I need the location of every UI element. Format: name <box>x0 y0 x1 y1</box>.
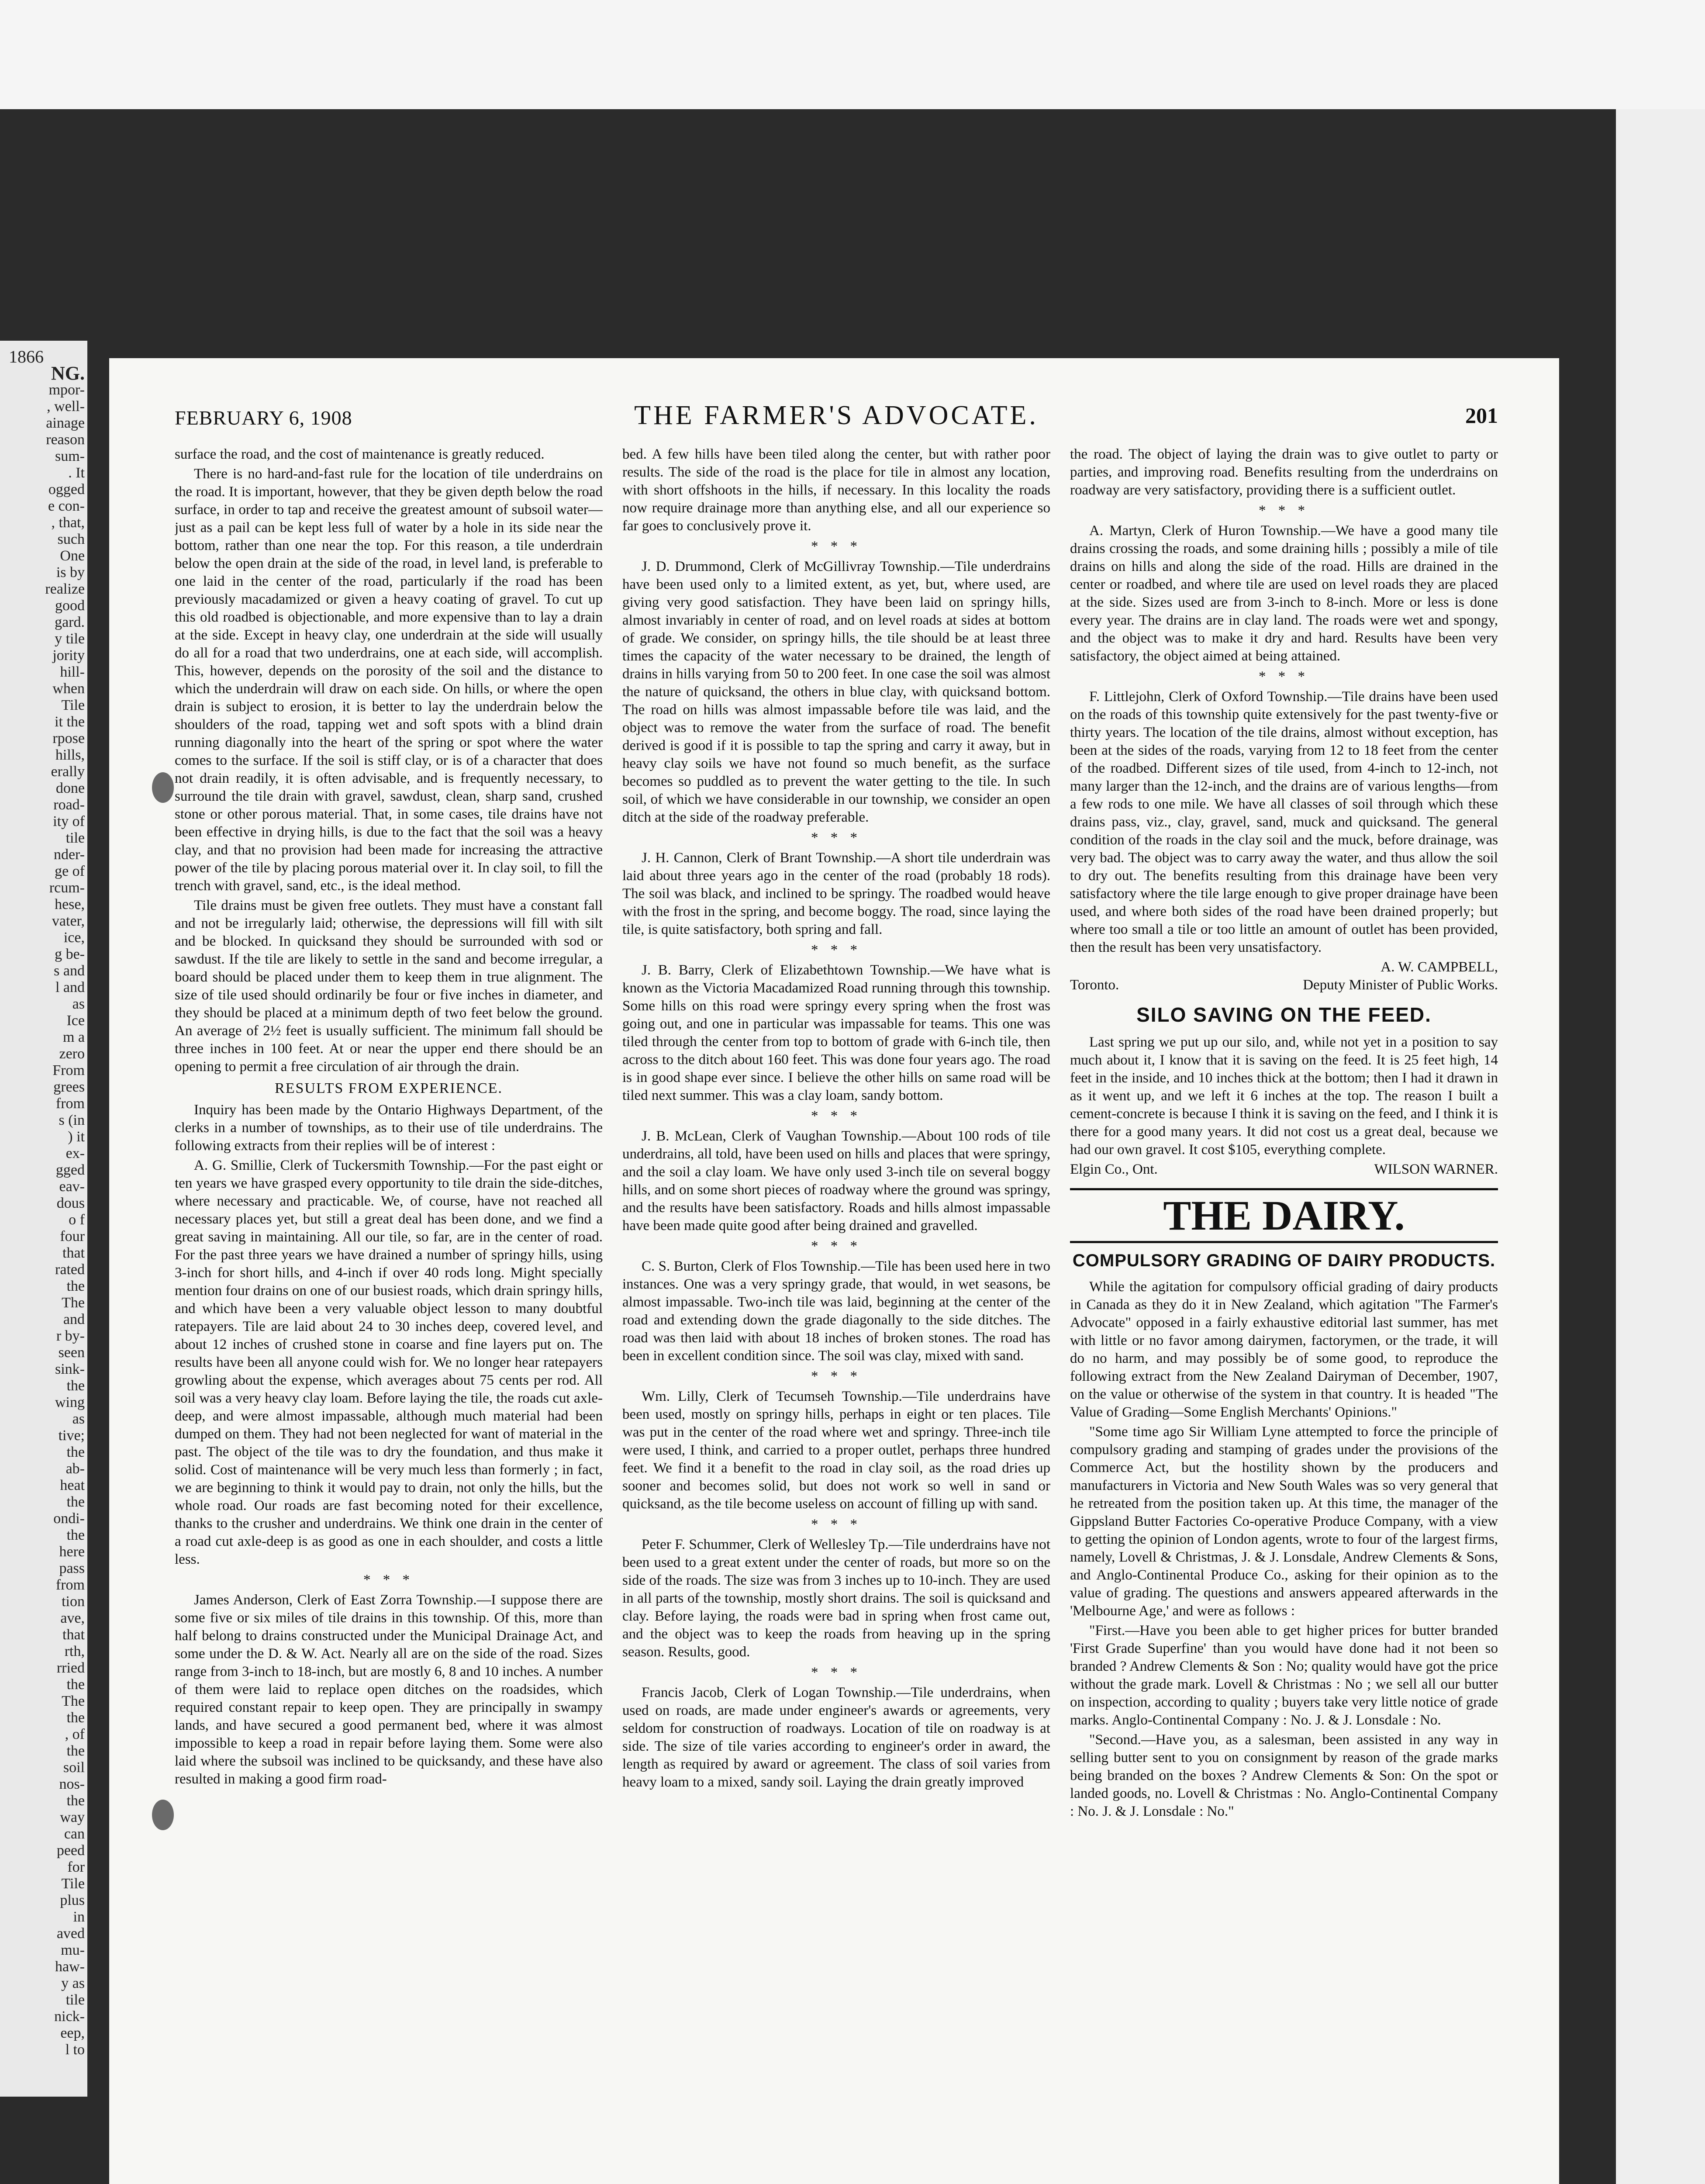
left-page-text-fragment: and <box>63 1311 85 1327</box>
left-page-text-fragment: ainage <box>46 415 85 431</box>
left-page-text-fragment: One <box>60 548 85 564</box>
left-page-text-fragment: rcum- <box>49 880 85 896</box>
page-header <box>175 397 1498 437</box>
paragraph: While the agitation for compulsory official grading of dairy products in Canada as they do it in New Zealand, which agitation "The Farmer's Advocate" opposed in a fairly exhaustive editorial last summer, has met with little or no favor among dairymen, factorymen, or the trade, it will do no harm, and may possibly be of some good, to reproduce the following extract from the New Zealand Dairyman of December, 1907, on the value or otherwise of the system in that country. It is headed "The Value of Grading—Some English Merchants' Opinions." <box>1070 1279 1498 1420</box>
left-page-text-fragment: hill- <box>60 664 85 680</box>
signature-place: Toronto. <box>1070 977 1119 993</box>
left-page-text-fragment: e con- <box>48 498 85 514</box>
silo-headline: SILO SAVING ON THE FEED. <box>1136 1003 1432 1026</box>
binding-hole <box>152 1800 174 1830</box>
section-divider: * * * <box>811 1665 862 1680</box>
scan-right-margin <box>1616 109 1705 2184</box>
left-page-text-fragment: l to <box>65 2042 85 2058</box>
left-page-text-fragment: nder- <box>53 847 85 863</box>
left-page-text-fragment: tion <box>62 1593 85 1610</box>
left-page-text-fragment: ity of <box>53 813 85 829</box>
silo-signature-place: Elgin Co., Ont. <box>1070 1161 1158 1177</box>
section-divider: * * * <box>811 1517 862 1532</box>
paragraph: James Anderson, Clerk of East Zorra Township.—I suppose there are some five or six miles of tile drains in this township. Of this, more than half belong to drains constructed under the Municipal Drainage Act, and some under the D. & W. Act. Nearly all are on the side of the road. Sizes range from 3-inch to 18-inch, but are mostly 6, 8 and 10 inches. A number of them were laid to replace open ditches on the roadsides, which required constant repair to keep open. They are principally in swampy lands, and have secured a good permanent bed, where it was almost impossible to keep a road in repair before laying them. Some were also laid where the subsoil was inclined to be quicksandy, and these have also resulted in making a good firm road- <box>175 1592 603 1787</box>
left-page-text-fragment: the <box>66 1444 85 1460</box>
left-page-text-fragment: Tile <box>61 1876 85 1892</box>
left-page-text-fragment: reason <box>46 432 85 448</box>
left-page-text-fragment: , well- <box>47 398 85 415</box>
column-1 <box>175 446 603 2184</box>
left-page-text-fragment: grees <box>53 1079 85 1095</box>
left-page-text-fragment: rated <box>55 1261 85 1278</box>
dairy-article-headline: COMPULSORY GRADING OF DAIRY PRODUCTS. <box>1072 1251 1496 1270</box>
paragraph: A. Martyn, Clerk of Huron Township.—We have a good many tile drains crossing the roads, and some draining hills ; possibly a mile of tile drains on hills and along the side of the road. Hills are drained in the center or roadbed, and where tile are used on level roads they are placed at the side. Sizes used are from 3-inch to 8-inch. More or less is done every year. The drains are in clay land. The roads were wet and spongy, and the object was to make it dry and hard. Results have been very satisfactory, the object aimed at being attained. <box>1070 523 1498 664</box>
left-page-text-fragment: s (in <box>59 1112 85 1128</box>
left-page-text-fragment: seen <box>58 1344 85 1361</box>
paragraph: "Second.—Have you, as a salesman, been assisted in any way in selling butter sent to you on consignment by reason of the grade marks being branded on the boxes ? Andrew Clements & Son: On the spot or landed goods, no. Lovell & Christmas : No. Anglo-Continental Company : No. J. & J. Lonsdale : No." <box>1070 1732 1498 1819</box>
paragraph: A. G. Smillie, Clerk of Tuckersmith Township.—For the past eight or ten years we have grasped every opportunity to tile drain the side-ditches, where necessary and practicable. We, of course, have not reached all necessary places yet, but still a great deal has been done, and we find a great saving in maintaining. All our tile, so far, are in the center of road. For the past three years we have drained a number of springy hills, using 3-inch for short hills, and 4-inch if over 40 rods long. Might specially mention four drains on one of our busiest roads, which drain springy hills, and which have been a very valuable object lesson to many doubtful ratepayers. Tile are laid about 24 to 30 inches deep, covered level, and about 12 inches of crushed stone in coarse and fine layers put on. The results have been all anyone could wish for. We no longer hear ratepayers growling about the expense, which averages about 75 cents per rod. All soil was a very heavy clay loam. Before laying the tile, the roads cut axle-deep, and were almost impassable, although much material had been dumped on them. They had not been neglected for want of material in the past. The object of the tile was to dry the foundation, and thus make it solid. Cost of maintenance will be very much less than formerly ; in fact, we are beginning to think it would pay to drain, not only the hills, but the whole road. Our roads are fast becoming noted for their excellence, thanks to the crusher and underdrains. We think one drain in the center of a road cut axle-deep is as good as one in each shoulder, and costs a little less. <box>175 1158 603 1567</box>
section-divider: * * * <box>811 942 862 958</box>
paragraph: Inquiry has been made by the Ontario Highways Department, of the clerks in a number of townships, as to their use of tile underdrains. The following extracts from their replies will be of interest : <box>175 1102 603 1154</box>
left-page-text-fragment: gged <box>55 1162 85 1178</box>
left-page-text-fragment: from <box>55 1577 85 1593</box>
left-page-text-fragment: is by <box>56 564 85 581</box>
left-page-text-fragment: hese, <box>55 896 85 912</box>
left-page-text-fragment: s and <box>54 963 85 979</box>
previous-page-edge <box>0 341 87 2097</box>
left-page-text-fragment: y as <box>61 1975 85 1991</box>
left-page-text-fragment: aved <box>56 1925 85 1942</box>
left-page-text-fragment: the <box>66 1743 85 1759</box>
left-page-text-fragment: can <box>64 1826 85 1842</box>
left-page-text-fragment: mpor- <box>48 382 85 398</box>
left-page-text-fragment: Tile <box>61 697 85 713</box>
left-page-text-fragment: erally <box>51 764 85 780</box>
left-page-text-fragment: soil <box>63 1759 85 1776</box>
left-page-text-fragment: road- <box>53 797 85 813</box>
left-page-text-fragment: nick- <box>54 2008 85 2025</box>
paragraph: C. S. Burton, Clerk of Flos Township.—Tile has been used here in two instances. One was a very springy grade, that would, in wet seasons, be almost impassable. Two-inch tile was laid, beginning at the center of the road and extending down the grade diagonally to the side ditches. The road was then laid with about 18 inches of broken stones. The road has been in excellent condition since. The soil was clay, mixed with sand. <box>622 1258 1050 1364</box>
section-divider: * * * <box>811 830 862 846</box>
paragraph: F. Littlejohn, Clerk of Oxford Township.—Tile drains have been used on the roads of this township quite extensively for the past twenty-five or thirty years. The location of the tile drains, almost without exception, has been at the sides of the roads, varying from 12 to 18 feet from the center of the roadbed. Different sizes of tile used, from 4-inch to 12-inch, not many larger than the 12-inch, and the drains are of various lengths—from a few rods to one mile. We have all classes of soil through which these drains pass, viz., clay, gravel, sand, muck and quicksand. The general condition of the roads in the clay soil and the muck, before drainage, was very bad. The object was to carry away the water, and thus allow the soil to dry out. The benefits resulting from this drainage have been very satisfactory where the tile large enough to give proper drainage have been used, and where both sides of the road have been drained properly; but where too small a tile or too little an amount of outlet has been provided, then the result has been very unsatisfactory. <box>1070 689 1498 955</box>
left-page-text-fragment: From <box>52 1062 85 1078</box>
section-divider: * * * <box>811 1238 862 1254</box>
left-page-text-fragment: nos- <box>59 1776 85 1792</box>
silo-signature-row <box>1070 1161 1498 1178</box>
left-page-text-fragment: way <box>60 1809 85 1825</box>
left-page-text-fragment: here <box>59 1544 85 1560</box>
left-page-text-fragment: wing <box>55 1394 85 1410</box>
left-page-text-fragment: l and <box>55 979 85 995</box>
left-page-text-fragment: ave, <box>60 1610 85 1626</box>
paragraph: bed. A few hills have been tiled along the center, but with rather poor results. The side of the road is the place for tile in almost any location, with short offshoots in the hills, if necessary. In this locality the roads now require drainage more than anything else, and all our experience so far goes to conclusively prove it. <box>622 446 1050 534</box>
left-page-text-fragment: for <box>67 1859 85 1875</box>
column-2 <box>622 446 1050 2184</box>
page-number: 201 <box>1465 403 1498 428</box>
section-subhead: RESULTS FROM EXPERIENCE. <box>275 1080 503 1096</box>
paragraph: "First.—Have you been able to get higher prices for butter branded 'First Grade Superfine' than you would have done had it not been so branded ? Andrew Clements & Son : No; quality would have got the price without the grade mark. Lovell & Christmas : No ; we sell all our butter on inspection, according to quality ; buyers take very little notice of grade marks. Anglo-Continental Company : No. J. & J. Lonsdale : No. <box>1070 1623 1498 1728</box>
left-page-text-fragment: ex- <box>66 1145 85 1161</box>
left-page-text-fragment: rpose <box>52 730 85 746</box>
left-page-text-fragment: g be- <box>55 946 85 962</box>
left-page-text-fragment: ice, <box>63 930 85 946</box>
left-page-text-fragment: r by- <box>56 1328 85 1344</box>
left-page-text-fragment: sum- <box>55 448 85 464</box>
paragraph: surface the road, and the cost of maintenance is greatly reduced. <box>175 446 545 462</box>
left-page-text-fragment: ge of <box>55 863 85 879</box>
left-page-text-fragment: ondi- <box>53 1510 85 1527</box>
left-page-text-fragment: in <box>73 1909 85 1925</box>
left-page-text-fragment: sink- <box>55 1361 85 1377</box>
left-page-text-fragment: from <box>55 1095 85 1112</box>
left-page-text-fragment: it the <box>55 714 85 730</box>
left-page-text-fragment: good <box>55 598 85 614</box>
left-page-text-fragment: ) it <box>68 1129 85 1145</box>
left-page-text-fragment: mu- <box>61 1942 85 1958</box>
left-page-text-fragment: as <box>72 996 85 1012</box>
section-divider: * * * <box>1259 503 1309 518</box>
issue-date: FEBRUARY 6, 1908 <box>175 407 352 429</box>
left-page-text-fragment: the <box>66 1793 85 1809</box>
left-page-text-fragment: rried <box>56 1660 85 1676</box>
left-page-text-fragment: as <box>72 1411 85 1427</box>
left-page-text-fragment: the <box>66 1278 85 1294</box>
left-page-text-fragment: the <box>66 1494 85 1510</box>
newspaper-page <box>109 358 1559 2184</box>
left-page-text-fragment: hills, <box>55 747 85 763</box>
signature-row <box>1070 976 1498 994</box>
section-divider: * * * <box>811 1368 862 1384</box>
left-page-text-fragment: when <box>52 681 85 697</box>
section-divider: * * * <box>811 1108 862 1124</box>
left-page-text-fragment: tive; <box>58 1427 85 1444</box>
paragraph: the road. The object of laying the drain was to give outlet to party or parties, and improving road. Benefits resulting from the underdrains on roadway are very satisfactory, providing there is a sufficient outlet. <box>1070 446 1498 498</box>
left-page-text-fragment: dous <box>56 1195 85 1211</box>
paragraph: J. B. Barry, Clerk of Elizabethtown Township.—We have what is known as the Victoria Macadamized Road running through this township. Some hills on this road were springy every spring when the frost was going out, and one in particular was impassable for teams. This one was tiled through the center from top to bottom of grade with 6-inch tile, then across to the ditch about 160 feet. This was done four years ago. The road is in good shape ever since. I believe the other hills on same road will be tiled next summer. This was a clay loam, sandy bottom. <box>622 962 1050 1103</box>
left-page-text-fragment: the <box>66 1676 85 1693</box>
left-page-text-fragment: , that, <box>51 515 85 531</box>
left-page-text-fragment: such <box>57 531 85 547</box>
left-page-text-fragment: ab- <box>66 1461 85 1477</box>
left-page-text-fragment: realize <box>45 581 85 597</box>
left-page-text-fragment: pass <box>59 1560 85 1576</box>
left-page-text-fragment: four <box>60 1228 85 1244</box>
left-page-text-fragment: eav- <box>59 1178 85 1195</box>
silo-signature-name: WILSON WARNER. <box>1374 1161 1498 1177</box>
paragraph: Francis Jacob, Clerk of Logan Township.—Tile underdrains, when used on roads, are made under engineer's awards or agreements, very seldom for construction of roadways. Location of tile on roadway is at side. The size of tile varies according to engineer's order in award, the length as required by award or agreement. The class of soil varies from heavy loam to a mixed, sandy soil. Laying the drain greatly improved <box>622 1685 1050 1790</box>
left-page-text-fragment: haw- <box>55 1959 85 1975</box>
left-page-text-fragment: NG. <box>51 363 85 384</box>
left-page-text-fragment: . It <box>68 465 85 481</box>
left-page-text-fragment: tile <box>66 830 85 846</box>
left-page-text-fragment: the <box>66 1378 85 1394</box>
left-page-text-fragment: that <box>62 1627 85 1643</box>
left-page-text-fragment: y tile <box>55 631 85 647</box>
left-page-text-fragment: ogged <box>48 481 85 498</box>
left-page-text-fragment: jority <box>52 647 85 663</box>
column-3 <box>1070 446 1498 2184</box>
left-page-text-fragment: tile <box>66 1992 85 2008</box>
section-divider: * * * <box>811 539 862 554</box>
section-divider: * * * <box>363 1572 414 1588</box>
signature-name: A. W. CAMPBELL, <box>1381 959 1498 975</box>
paragraph: Peter F. Schummer, Clerk of Wellesley Tp.—Tile underdrains have not been used to a great extent under the center of roads, but more so on the side of the roads. The size was from 3 inches up to 10-inch. They are used in all parts of the township, mostly short drains. The soil is quicksand and clay. Before laying, the roads were bad in spring when frost came out, and the object was to keep the roads from heaving up in the spring season. Results, good. <box>622 1537 1050 1660</box>
article-columns <box>175 446 1498 2184</box>
left-page-text-fragment: the <box>66 1527 85 1543</box>
left-page-text-fragment: gard. <box>55 614 85 630</box>
left-page-text-fragment: peed <box>56 1842 85 1859</box>
left-page-text-fragment: rth, <box>64 1643 85 1659</box>
left-page-text-fragment: The <box>62 1693 85 1709</box>
paragraph: Tile drains must be given free outlets. They must have a constant fall and not be irregularly laid; otherwise, the depressions will fill with silt and be blocked. In quicksand they should be surrounded with sod or sawdust. If the tile are likely to settle in the sand and become irregular, a board should be placed under them to keep them in true alignment. The size of tile used should ordinarily be four or five inches in diameter, and they should be placed at a minimum depth of two feet below the ground. An average of 2½ feet is usually sufficient. The minimum fall should be three inches in 100 feet. At or near the upper end there should be an opening to permit a free circulation of air through the drain. <box>175 898 603 1075</box>
masthead-title: THE FARMER'S ADVOCATE. <box>634 401 1039 430</box>
paragraph: "Some time ago Sir William Lyne attempted to force the principle of compulsory grading and stamping of grades under the provisions of the Commerce Act, but the hostility shown by the producers and manufacturers in Victoria and New South Wales was so very general that he retreated from the position taken up. At this time, the manager of the Gippsland Butter Factories Co-operative Produce Company, with a view to getting the opinion of London agents, wrote to four of the largest firms, namely, Lovell & Christmas, J. & J. Lonsdale, Andrew Clements & Sons, and Anglo-Continental Produce Co., asking for their opinion as to the value of grading. The questions and answers appeared afterwards in the 'Melbourne Age,' and were as follows : <box>1070 1424 1498 1619</box>
paragraph: There is no hard-and-fast rule for the location of tile underdrains on the road. It is important, however, that they be given depth below the road surface, in order to tap and receive the greatest amount of subsoil water—just as a pail can be kept less full of water by a hole in its side near the bottom, rather than one near the top. For this reason, a tile underdrain below the open drain at the side of the road, in level land, is preferable to one laid in the center of the road, particularly if the road has been previously macadamized or given a heavy coating of gravel. To cut up this old roadbed is objectionable, and more expensive than to lay a drain at the side. Except in heavy clay, one underdrain at the side will usually do all for a road that two underdrains, one at each side, will accomplish. This, however, depends on the porosity of the soil and the distance to which the underdrain will draw on each side. On hills, or where the open drain is subject to erosion, it is better to lay the underdrain below the shoulders of the road, tapping wet and soft spots with a blind drain running diagonally into the heart of the spring or spot where the water comes to the surface. If the soil is stiff clay, or is of a character that does not drain readily, it is often advisable, and is frequently necessary, to surround the tile drain with gravel, sawdust, clean, sharp sand, crushed stone or other porous material. That, in some cases, tile drains have not been effective in drying hills, is due to the fact that the soil was a heavy clay, and that no provision had been made for increasing the attractive power of the tile by placing porous material over it. In clay soil, to fill the trench with gravel, sand, etc., is the ideal method. <box>175 466 603 894</box>
left-page-text-fragment: o f <box>69 1212 85 1228</box>
left-page-text-fragment: eep, <box>60 2025 85 2041</box>
paragraph: J. B. McLean, Clerk of Vaughan Township.—About 100 rods of tile underdrains, all told, have been used on hills and places that were springy, and the soil a clay loam. We have only used 3-inch tile on several boggy hills, and on some short pieces of roadway where the ground was springy, and the results have been satisfactory. Roads and hills almost impassable have been made quite good after being drained and gravelled. <box>622 1128 1050 1234</box>
left-page-text-fragment: Ice <box>66 1013 85 1029</box>
binding-hole <box>152 772 174 803</box>
left-page-text-fragment: vater, <box>52 913 85 929</box>
paragraph: Wm. Lilly, Clerk of Tecumseh Township.—Tile underdrains have been used, mostly on springy hills, perhaps in eight or ten places. Tile was put in the center of the road where wet and springy. Three-inch tile were used, I think, and carried to a proper outlet, perhaps three hundred feet. We find it a benefit to the road in clay soil, as the road dries up sooner and becomes solid, but does not work so well in sand or quicksand, as the tile become useless on account of filling up with sand. <box>622 1389 1050 1512</box>
left-page-text-fragment: done <box>55 780 85 796</box>
left-page-text-fragment: 1866 <box>9 347 44 366</box>
paragraph: Last spring we put up our silo, and, while not yet in a position to say much about it, I know that it is saving on the feed. It is 25 feet high, 14 feet in the inside, and 10 inches thick at the bottom; then I had it drawn in as it went up, and we left it 6 inches at the top. The reason I built a cement-concrete is because I think it is saving on the feed, and I think it is there for a good many years. It did not cost us a great deal, because we had our own gravel. It cost $105, everything complete. <box>1070 1034 1498 1158</box>
paragraph: J. D. Drummond, Clerk of McGillivray Township.—Tile underdrains have been used only to a limited extent, as yet, but, where used, are giving very good satisfaction. They have been laid on springy hills, almost invariably in center of road, and on level roads at sides at bottom of grade. We consider, on springy hills, the tile should be at least three times the capacity of the water necessary to be drained, the length of drains in hills varying from 50 to 200 feet. In one case the soil was almost the nature of quicksand, the others in blue clay, with quicksand bottom. The road on hills was almost impassable before tile was laid, and the object was to remove the water from the surface of road. The benefit derived is good if it is possible to tap the spring and carry it away, but in heavy clay soils we have not found so much benefit, as the surface becomes so puddled as to prevent the water getting to the tile. In such soil, of which we have considerable in our township, we consider an open ditch at the side of the roadway preferable. <box>622 559 1050 825</box>
dairy-section-heading: THE DAIRY. <box>1070 1188 1498 1243</box>
left-page-text-fragment: that <box>62 1245 85 1261</box>
left-page-text-fragment: , of <box>65 1726 85 1742</box>
left-page-text-fragment: the <box>66 1710 85 1726</box>
signature-title: Deputy Minister of Public Works. <box>1303 977 1498 993</box>
left-page-text-fragment: plus <box>60 1892 85 1908</box>
section-divider: * * * <box>1259 669 1309 684</box>
left-page-text-fragment: zero <box>59 1046 85 1062</box>
left-page-text-fragment: The <box>62 1295 85 1311</box>
left-page-text-fragment: heat <box>60 1477 85 1493</box>
paragraph: J. H. Cannon, Clerk of Brant Township.—A short tile underdrain was laid about three years ago in the center of the road (probably 18 rods). The soil was black, and inclined to be springy. The roadbed would heave with the frost in the spring, and become boggy. The road, since laying the tile, is quite satisfactory, both spring and fall. <box>622 850 1050 937</box>
left-page-text-fragment: m a <box>62 1029 85 1045</box>
scan-top-margin <box>0 0 1705 109</box>
